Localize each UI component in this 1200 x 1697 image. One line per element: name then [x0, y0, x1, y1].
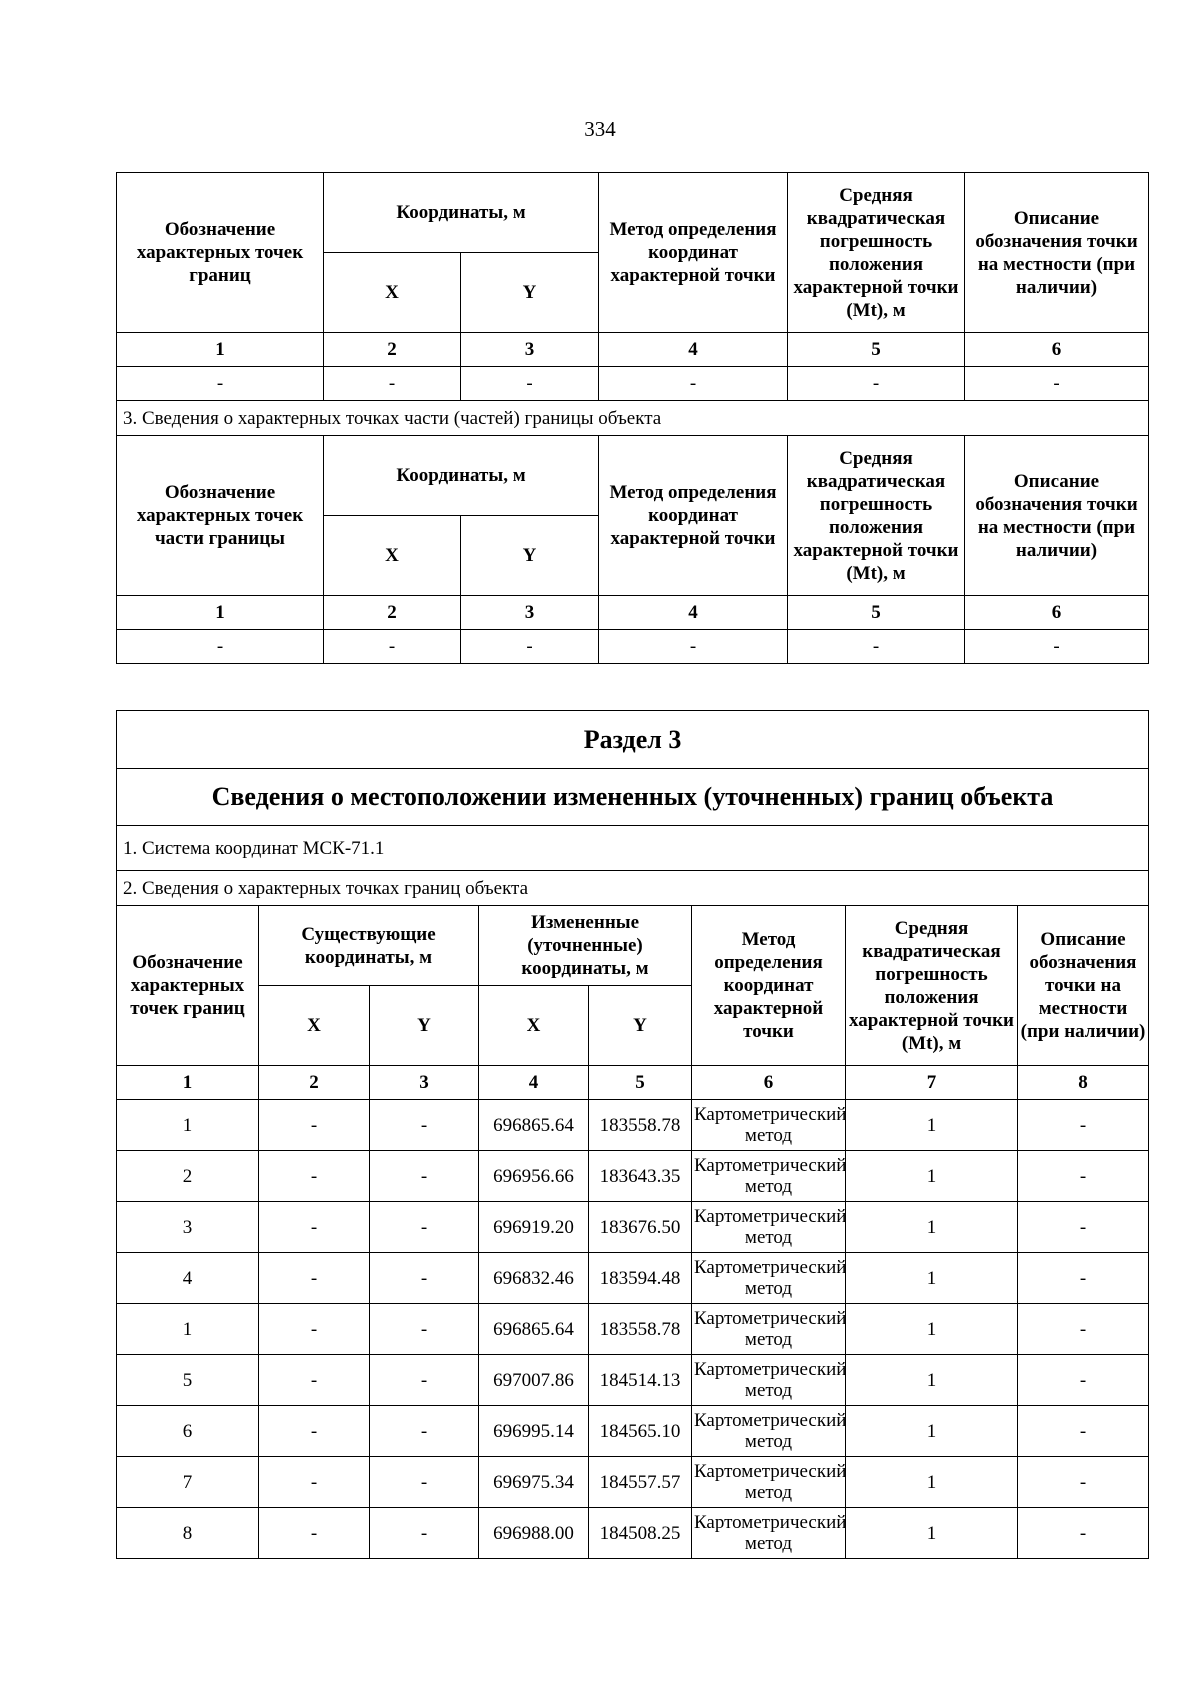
section3-title: 3. Сведения о характерных точках части (частей) границы объекта [117, 401, 1149, 436]
point-id-cell: 7 [117, 1457, 259, 1508]
changed-x-cell: 696988.00 [479, 1508, 589, 1559]
table-row [117, 630, 1149, 664]
header-method: Метод определения координат характерной точки [599, 436, 788, 596]
description-cell: - [1018, 1253, 1149, 1304]
col-number: 6 [965, 333, 1149, 367]
table-row [117, 1100, 1149, 1151]
existing-y-cell: - [370, 1457, 479, 1508]
header-y: Y [461, 516, 599, 596]
col-number: 2 [259, 1066, 370, 1100]
existing-x-cell: - [259, 1253, 370, 1304]
cell: - [324, 630, 461, 664]
cell: - [117, 630, 324, 664]
method-cell: Картометрический метод [692, 1304, 846, 1355]
description-cell: - [1018, 1304, 1149, 1355]
description-cell: - [1018, 1355, 1149, 1406]
col-number: 5 [788, 333, 965, 367]
section-title: Раздел 3 [117, 711, 1149, 769]
header-coords: Координаты, м [324, 436, 599, 516]
section-subtitle: Сведения о местоположении измененных (уточненных) границ объекта [117, 769, 1149, 826]
existing-x-cell: - [259, 1202, 370, 1253]
column-number-row [117, 596, 1149, 630]
method-cell: Картометрический метод [692, 1100, 846, 1151]
changed-y-cell: 183643.35 [589, 1151, 692, 1202]
accuracy-cell: 1 [846, 1406, 1018, 1457]
description-cell: - [1018, 1100, 1149, 1151]
col-number: 2 [324, 333, 461, 367]
col-number: 3 [461, 333, 599, 367]
changed-y-cell: 184557.57 [589, 1457, 692, 1508]
header-coords: Координаты, м [324, 173, 599, 253]
existing-y-cell: - [370, 1100, 479, 1151]
table-row [117, 1406, 1149, 1457]
header-y: Y [370, 986, 479, 1066]
cell: - [788, 630, 965, 664]
header-y: Y [461, 253, 599, 333]
changed-x-cell: 696956.66 [479, 1151, 589, 1202]
existing-y-cell: - [370, 1508, 479, 1559]
col-number: 5 [788, 596, 965, 630]
changed-y-cell: 183558.78 [589, 1100, 692, 1151]
changed-x-cell: 696832.46 [479, 1253, 589, 1304]
accuracy-cell: 1 [846, 1508, 1018, 1559]
existing-y-cell: - [370, 1304, 479, 1355]
header-description: Описание обозначения точки на местности (при наличии) [965, 173, 1149, 333]
header-designation: Обозначение характерных точек границ [117, 173, 324, 333]
col-number: 2 [324, 596, 461, 630]
col-number: 1 [117, 1066, 259, 1100]
existing-y-cell: - [370, 1151, 479, 1202]
col-number: 3 [370, 1066, 479, 1100]
accuracy-cell: 1 [846, 1304, 1018, 1355]
table-row [117, 1202, 1149, 1253]
point-id-cell: 8 [117, 1508, 259, 1559]
column-number-row [117, 333, 1149, 367]
table-row [117, 1355, 1149, 1406]
col-number: 1 [117, 596, 324, 630]
cell: - [788, 367, 965, 401]
col-number: 4 [479, 1066, 589, 1100]
table-row [117, 1151, 1149, 1202]
col-number: 7 [846, 1066, 1018, 1100]
point-id-cell: 3 [117, 1202, 259, 1253]
page-number: 334 [584, 117, 616, 141]
existing-x-cell: - [259, 1508, 370, 1559]
table-row [117, 1253, 1149, 1304]
changed-y-cell: 184514.13 [589, 1355, 692, 1406]
accuracy-cell: 1 [846, 1202, 1018, 1253]
existing-x-cell: - [259, 1457, 370, 1508]
description-cell: - [1018, 1151, 1149, 1202]
cell: - [599, 367, 788, 401]
point-id-cell: 5 [117, 1355, 259, 1406]
column-number-row [117, 1066, 1149, 1100]
changed-y-cell: 183594.48 [589, 1253, 692, 1304]
col-number: 4 [599, 333, 788, 367]
cell: - [117, 367, 324, 401]
header-x: X [259, 986, 370, 1066]
table-row [117, 1508, 1149, 1559]
existing-y-cell: - [370, 1253, 479, 1304]
method-cell: Картометрический метод [692, 1253, 846, 1304]
changed-x-cell: 696995.14 [479, 1406, 589, 1457]
accuracy-cell: 1 [846, 1253, 1018, 1304]
coord-system: 1. Система координат МСК-71.1 [117, 826, 1149, 871]
header-description: Описание обозначения точки на местности (при наличии) [965, 436, 1149, 596]
method-cell: Картометрический метод [692, 1202, 846, 1253]
changed-x-cell: 696975.34 [479, 1457, 589, 1508]
changed-y-cell: 184508.25 [589, 1508, 692, 1559]
changed-x-cell: 696865.64 [479, 1304, 589, 1355]
point-id-cell: 6 [117, 1406, 259, 1457]
col-number: 3 [461, 596, 599, 630]
col-number: 4 [599, 596, 788, 630]
col-number: 6 [692, 1066, 846, 1100]
existing-x-cell: - [259, 1151, 370, 1202]
existing-x-cell: - [259, 1355, 370, 1406]
point-id-cell: 1 [117, 1304, 259, 1355]
boundary-points-table [116, 172, 1149, 664]
description-cell: - [1018, 1508, 1149, 1559]
description-cell: - [1018, 1202, 1149, 1253]
header-y: Y [589, 986, 692, 1066]
col-number: 8 [1018, 1066, 1149, 1100]
changed-x-cell: 696919.20 [479, 1202, 589, 1253]
point-id-cell: 2 [117, 1151, 259, 1202]
header-accuracy: Средняя квадратическая погрешность положения характерной точки (Mt), м [788, 436, 965, 596]
header-designation: Обозначение характерных точек границ [117, 906, 259, 1066]
header-x: X [324, 516, 461, 596]
changed-y-cell: 184565.10 [589, 1406, 692, 1457]
table-row [117, 1457, 1149, 1508]
accuracy-cell: 1 [846, 1151, 1018, 1202]
col-number: 6 [965, 596, 1149, 630]
accuracy-cell: 1 [846, 1457, 1018, 1508]
cell: - [324, 367, 461, 401]
header-existing-coords: Существующие координаты, м [259, 906, 479, 986]
cell: - [965, 630, 1149, 664]
cell: - [461, 367, 599, 401]
point-id-cell: 1 [117, 1100, 259, 1151]
existing-x-cell: - [259, 1100, 370, 1151]
point-id-cell: 4 [117, 1253, 259, 1304]
col-number: 5 [589, 1066, 692, 1100]
method-cell: Картометрический метод [692, 1508, 846, 1559]
header-accuracy: Средняя квадратическая погрешность положения характерной точки (Mt), м [788, 173, 965, 333]
header-accuracy: Средняя квадратическая погрешность положения характерной точки (Mt), м [846, 906, 1018, 1066]
method-cell: Картометрический метод [692, 1355, 846, 1406]
changed-x-cell: 697007.86 [479, 1355, 589, 1406]
method-cell: Картометрический метод [692, 1406, 846, 1457]
col-number: 1 [117, 333, 324, 367]
changed-y-cell: 183676.50 [589, 1202, 692, 1253]
cell: - [965, 367, 1149, 401]
points-title: 2. Сведения о характерных точках границ объекта [117, 871, 1149, 906]
method-cell: Картометрический метод [692, 1151, 846, 1202]
header-x: X [479, 986, 589, 1066]
method-cell: Картометрический метод [692, 1457, 846, 1508]
existing-y-cell: - [370, 1355, 479, 1406]
header-description: Описание обозначения точки на местности (при наличии) [1018, 906, 1149, 1066]
description-cell: - [1018, 1406, 1149, 1457]
existing-y-cell: - [370, 1406, 479, 1457]
cell: - [599, 630, 788, 664]
cell: - [461, 630, 599, 664]
table-row [117, 1304, 1149, 1355]
existing-y-cell: - [370, 1202, 479, 1253]
header-changed-coords: Измененные (уточненные) координаты, м [479, 906, 692, 986]
description-cell: - [1018, 1457, 1149, 1508]
changed-y-cell: 183558.78 [589, 1304, 692, 1355]
header-x: X [324, 253, 461, 333]
existing-x-cell: - [259, 1406, 370, 1457]
accuracy-cell: 1 [846, 1355, 1018, 1406]
changed-x-cell: 696865.64 [479, 1100, 589, 1151]
existing-x-cell: - [259, 1304, 370, 1355]
table-row [117, 367, 1149, 401]
header-designation: Обозначение характерных точек части границы [117, 436, 324, 596]
changed-boundaries-table [116, 710, 1149, 1559]
header-method: Метод определения координат характерной точки [599, 173, 788, 333]
header-method: Метод определения координат характерной точки [692, 906, 846, 1066]
accuracy-cell: 1 [846, 1100, 1018, 1151]
